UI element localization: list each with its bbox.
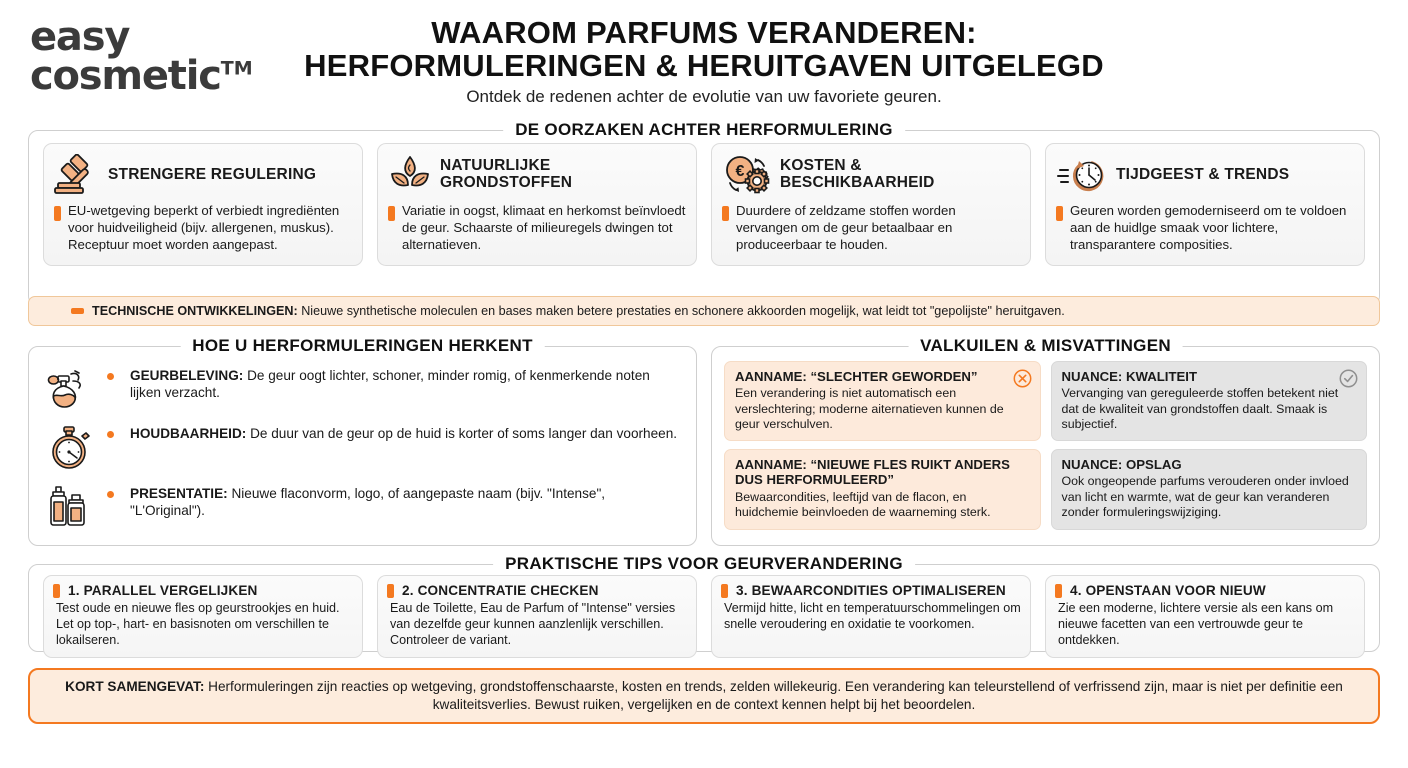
recognize-label: PRESENTATIE:: [130, 486, 228, 501]
pitfall-assumption-card: [724, 449, 1041, 529]
section-tips: [28, 554, 1380, 652]
pitfall-body: Ook ongeopende parfums verouderen onder invloed van licht en warmte, wat de geur kan veranderen zonder formuleringswijziging.: [1061, 474, 1349, 520]
section-recognize-title: HOE U HERFORMULERINGEN HERKENT: [180, 336, 545, 356]
tip-card-3: [711, 575, 1031, 658]
cause-card-costs: [711, 143, 1031, 266]
section-recognize: [28, 336, 697, 546]
recognize-item-longevity: [43, 425, 682, 471]
pitfall-body: Bewaarcondities, leeftijd van de flacon, en huidchemie beinvloeden de waarneming sterk.: [735, 489, 991, 520]
bullet-dot: [107, 431, 114, 438]
tip-body: Zie een moderne, lichtere versie als een kans om nieuwe facetten van een vertrouwde geur te ontdekken.: [1058, 601, 1334, 647]
euro-gear-icon: [722, 154, 772, 196]
accent-tick: [53, 584, 60, 598]
footer-label: KORT SAMENGEVAT:: [65, 678, 205, 694]
summary-footer: [28, 668, 1380, 724]
tip-title: 4. OPENSTAAN VOOR NIEUW: [1070, 583, 1266, 598]
cause-title: TIJDGEEST & TRENDS: [1116, 165, 1290, 183]
dash-icon: [71, 308, 84, 314]
page-subtitle: Ontdek de redenen achter de evolutie van uw favoriete geuren.: [466, 86, 942, 106]
stopwatch-icon: [43, 425, 97, 471]
technical-developments-banner: [28, 296, 1380, 326]
banner-label: TECHNISCHE ONTWIKKELINGEN:: [92, 304, 298, 318]
title-line-2: HERFORMULERINGEN & HERUITGAVEN UITGELEGD: [304, 48, 1104, 84]
circle-x-icon: [1013, 369, 1032, 388]
cause-body: Duurdere of zeldzame stoffen worden vervangen om de geur betaalbaar en produceerbaar te houden.: [736, 203, 956, 252]
cause-card-trends: [1045, 143, 1365, 266]
accent-tick: [1056, 206, 1063, 221]
bottles-icon: [43, 485, 97, 529]
page-title: [290, 10, 1118, 107]
recognize-item-presentation: [43, 485, 682, 529]
bullet-dot: [107, 373, 114, 380]
recognize-label: GEURBELEVING:: [130, 368, 244, 383]
pitfall-heading: NUANCE: OPSLAG: [1061, 457, 1182, 473]
section-tips-title: PRAKTISCHE TIPS VOOR GEURVERANDERING: [493, 554, 915, 574]
accent-tick: [387, 584, 394, 598]
section-pitfalls: [711, 336, 1380, 546]
pitfall-nuance-card: [1051, 449, 1368, 529]
banner-text: Nieuwe synthetische moleculen en bases maken betere prestaties en schonere akkoorden mogelijk, wat leidt tot "gepolijste" heruitgaven.: [297, 304, 1065, 318]
recognize-item-scent: [43, 367, 682, 411]
recognize-text: De geur oogt lichter, schoner, minder romig, of kenmerkende noten lijken verzacht.: [130, 368, 650, 401]
accent-tick: [722, 206, 729, 221]
brand-line2: cosmetic: [30, 53, 221, 100]
accent-tick: [388, 206, 395, 221]
cause-card-regulation: [43, 143, 363, 266]
pitfall-body: Vervanging van gereguleerde stoffen betekent niet dat de kwaliteit van grondstoffen daalt. Smaak is subjectief.: [1061, 386, 1339, 431]
brand-trademark: TM: [220, 57, 253, 80]
tip-card-1: [43, 575, 363, 658]
pitfall-heading: NUANCE: KWALITEIT: [1061, 369, 1198, 384]
section-pitfalls-title: VALKUILEN & MISVATTINGEN: [908, 336, 1183, 356]
cause-body: Geuren worden gemoderniseerd om te voldoen aan de huidlge smaak voor lichtere, transparantere composities.: [1070, 203, 1347, 252]
footer-text: Herformuleringen zijn reacties op wetgeving, grondstoffenschaarste, kosten en trends, zelden willekeurig. Een verandering kan teleurstellend of verfrissend zijn, maar is niet per definitie een kwaliteitsverlies. Bewust ruiken, vergelijken en de context kennen helpt bij het beoordelen.: [204, 678, 1343, 712]
tip-body: Vermijd hitte, licht en temperatuurschommelingen om snelle veroudering en oxidatie te voorkomen.: [724, 601, 1021, 631]
gavel-icon: [54, 154, 100, 196]
recognize-label: HOUDBAARHEID:: [130, 426, 247, 441]
brand-logo: [30, 10, 290, 100]
page-header: [0, 0, 1408, 112]
cause-card-naturals: [377, 143, 697, 266]
section-causes: [28, 120, 1380, 306]
brand-line1: easy: [30, 14, 130, 60]
pitfall-row: [724, 449, 1367, 529]
accent-tick: [721, 584, 728, 598]
tip-title: 3. BEWAARCONDITIES OPTIMALISEREN: [736, 583, 1006, 598]
title-line-1: WAAROM PARFUMS VERANDEREN:: [431, 15, 977, 50]
leaves-icon: [388, 154, 432, 196]
pitfall-row: [724, 361, 1367, 441]
cause-body: EU-wetgeving beperkt of verbiedt ingrediënten voor huidveiligheid (bijv. allergenen, muskus). Receptuur moet worden aangepast.: [68, 203, 340, 252]
accent-tick: [1055, 584, 1062, 598]
pitfall-heading: AANNAME: “NIEUWE FLES RUIKT ANDERS DUS HERFORMULEERD”: [735, 457, 1010, 488]
pitfall-heading: AANNAME: “SLECHTER GEWORDEN”: [735, 369, 978, 384]
pitfall-body: Een verandering is niet automatisch een verslechtering; moderne aiternatieven kunnen de geur verschulven.: [735, 386, 1004, 431]
recognize-text: De duur van de geur op de huid is korter of soms langer dan voorheen.: [246, 426, 678, 441]
circle-check-icon: [1339, 369, 1358, 388]
bullet-dot: [107, 491, 114, 498]
cause-body: Variatie in oogst, klimaat en herkomst beïnvloedt de geur. Schaarste of milieuregels dwingen tot alternatieven.: [402, 203, 686, 252]
tip-title: 2. CONCENTRATIE CHECKEN: [402, 583, 599, 598]
clock-rotate-icon: [1056, 154, 1108, 196]
section-causes-title: DE OORZAKEN ACHTER HERFORMULERING: [503, 120, 905, 140]
accent-tick: [54, 206, 61, 221]
cause-title: KOSTEN & BESCHIKBAARHEID: [780, 157, 935, 191]
tip-card-4: [1045, 575, 1365, 658]
perfume-atomizer-icon: [43, 367, 97, 411]
cause-title: NATUURLIJKE GRONDSTOFFEN: [440, 157, 573, 191]
pitfall-nuance-card: [1051, 361, 1368, 441]
pitfall-assumption-card: [724, 361, 1041, 441]
mid-row: [28, 336, 1380, 546]
recognize-text: Nieuwe flaconvorm, logo, of aangepaste naam (bijv. "Intense", "L'Original").: [130, 486, 606, 519]
svg-text:€: €: [735, 163, 745, 180]
tip-card-2: [377, 575, 697, 658]
cause-title: STRENGERE REGULERING: [108, 165, 317, 183]
tip-title: 1. PARALLEL VERGELIJKEN: [68, 583, 258, 598]
tip-body: Eau de Toilette, Eau de Parfum of "Intense" versies van dezelfde geur kunnen aanzlenlijk verschillen. Controleer de variant.: [390, 601, 676, 647]
tip-body: Test oude en nieuwe fles op geurstrookjes en huid. Let op top-, hart- en basisnoten om verschillen te lokailseren.: [56, 601, 340, 647]
